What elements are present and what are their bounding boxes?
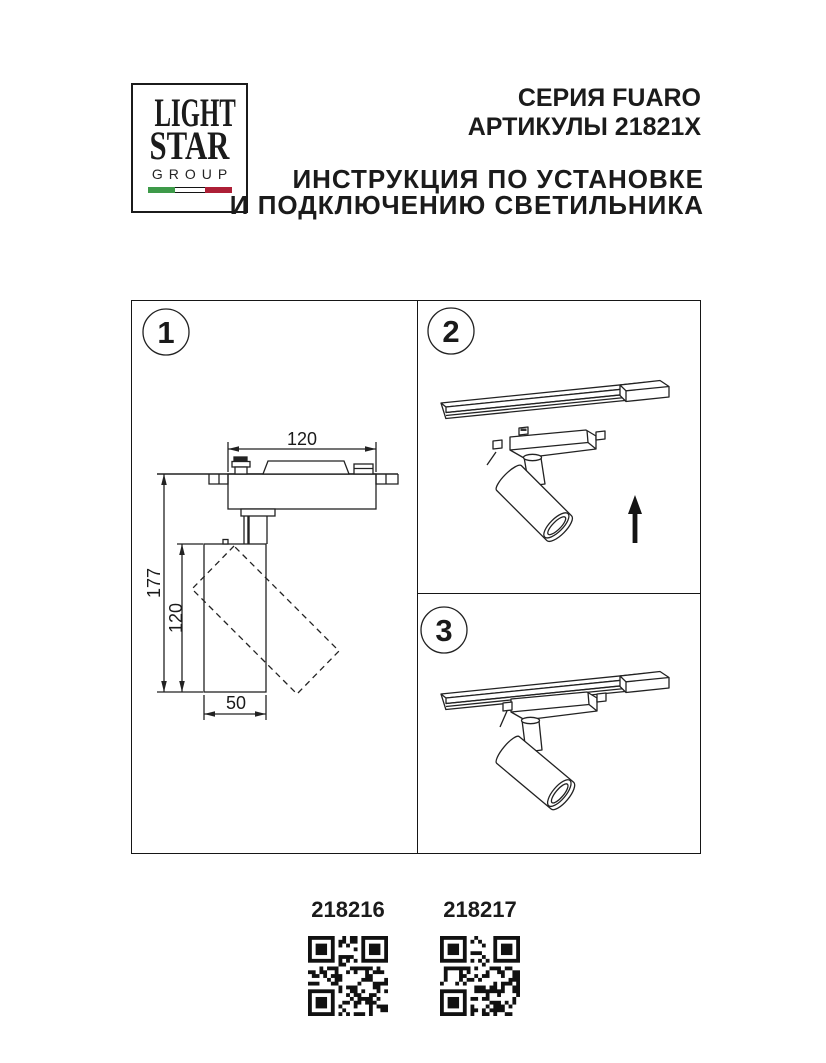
flag-red-segment [205, 187, 232, 193]
dim-body-width: 50 [225, 693, 247, 713]
track-rail-drawing [441, 381, 669, 420]
step-3-number: 3 [435, 612, 453, 648]
dim-total-height: 177 [144, 567, 164, 599]
article-code-label: 218216 [311, 897, 385, 922]
logo-word-light: LIGHT [154, 90, 236, 135]
figure-step-1 [132, 301, 417, 853]
logo-word-group: GROUP [151, 166, 234, 182]
step1-dimension-drawing [132, 301, 415, 852]
spotlight-drawing [487, 427, 605, 545]
article-218217-block [440, 899, 520, 1016]
series-name: СЕРИЯ FUARO [517, 84, 701, 112]
step2-mounting-drawing [418, 301, 700, 591]
step-2-number: 2 [442, 314, 460, 349]
flag-white-segment [175, 187, 205, 193]
spotlight-drawing [493, 692, 606, 813]
logo-word-star: STAR [149, 123, 230, 168]
article-218216-block [308, 899, 388, 1016]
qr-code [308, 936, 388, 1016]
step3-mounted-drawing [418, 594, 700, 852]
figure-step-2 [418, 301, 700, 593]
series-heading [468, 84, 701, 142]
figure-step-3 [418, 593, 700, 854]
article-code-label: 218217 [443, 897, 517, 922]
installation-figure [131, 300, 701, 854]
instruction-title [229, 164, 704, 220]
dim-body-height: 120 [166, 602, 186, 634]
step-1-number: 1 [157, 315, 175, 350]
qr-code [440, 936, 520, 1016]
dim-track-width: 120 [286, 429, 318, 449]
title-line-1: ИНСТРУКЦИЯ ПО УСТАНОВКЕ [292, 164, 704, 194]
article-numbers: АРТИКУЛЫ 21821X [467, 113, 701, 141]
flag-green-segment [148, 187, 175, 193]
figure-right-column [417, 301, 700, 853]
italy-flag-icon [148, 187, 232, 193]
title-line-2: И ПОДКЛЮЧЕНИЮ СВЕТИЛЬНИКА [229, 189, 704, 220]
up-arrow-icon [628, 495, 642, 543]
